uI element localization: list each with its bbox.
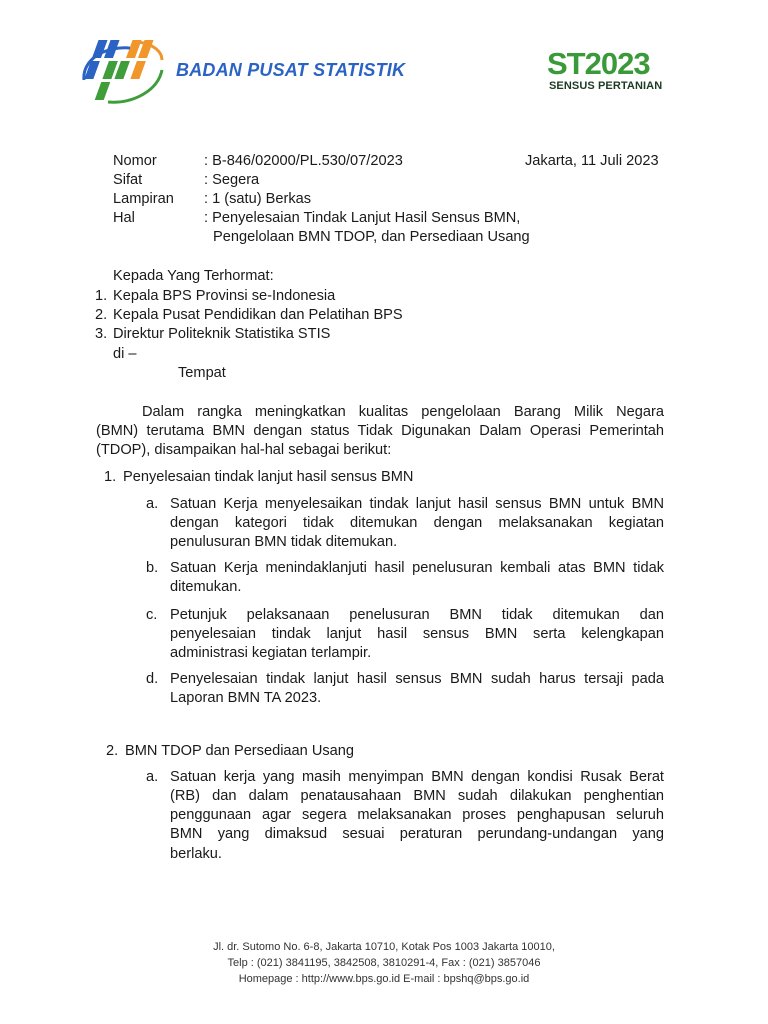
item-line: dengan kategori tidak ditemukan dengan melaksanakan kegiatan	[170, 515, 664, 531]
sifat-value: : Segera	[204, 172, 260, 188]
item-letter: c.	[146, 607, 158, 623]
item-line: penyelesaian tindak lanjut hasil sensus BMN serta kelengkapan	[170, 626, 664, 642]
item-line: Penyelesaian tindak lanjut hasil sensus BMN sudah harus tersaji pada	[170, 671, 664, 687]
section-number: 2.	[106, 743, 119, 759]
organization-name: BADAN PUSAT STATISTIK	[176, 60, 406, 80]
item-letter: d.	[146, 671, 159, 687]
item-line: Petunjuk pelaksanaan penelusuran BMN tidak ditemukan dan	[170, 607, 664, 623]
greeting: Kepada Yang Terhormat:	[113, 268, 274, 284]
st2023-logo-text: ST2023	[547, 46, 650, 80]
st2023-subtitle: SENSUS PERTANIAN	[549, 80, 663, 92]
recipient-item: Kepala Pusat Pendidikan dan Pelatihan BPS	[113, 307, 403, 323]
item-line: Satuan kerja yang masih menyimpan BMN dengan kondisi Rusak Berat	[170, 769, 664, 785]
nomor-label: Nomor	[113, 153, 157, 169]
footer-phone: Telp : (021) 3841195, 3842508, 3810291-4, Fax : (021) 3857046	[227, 957, 541, 969]
item-line: BMN yang dimaksud sesuai peraturan perundang-undangan yang	[170, 826, 664, 842]
bps-logo	[78, 36, 168, 106]
item-letter: a.	[146, 496, 159, 512]
bps-logo-icon	[78, 36, 168, 106]
hal-value-line1: : Penyelesaian Tindak Lanjut Hasil Sensus BMN,	[204, 210, 521, 226]
item-letter: a.	[146, 769, 159, 785]
recipient-di: di –	[113, 346, 137, 362]
intro-line: (TDOP), disampaikan hal-hal sebagai berikut:	[96, 442, 392, 458]
recipient-tempat: Tempat	[178, 365, 226, 381]
item-line: penggunaan agar segera melaksanakan proses penghapusan seluruh	[170, 807, 664, 823]
intro-line: Dalam rangka meningkatkan kualitas pengelolaan Barang Milik Negara	[142, 404, 664, 420]
lampiran-value: : 1 (satu) Berkas	[204, 191, 312, 207]
intro-line: (BMN) terutama BMN dengan status Tidak Digunakan Dalam Operasi Pemerintah	[96, 423, 664, 439]
recipient-item: Kepala BPS Provinsi se-Indonesia	[113, 288, 336, 304]
recipient-item: Direktur Politeknik Statistika STIS	[113, 326, 331, 342]
item-line: penulusuran BMN tidak ditemukan.	[170, 534, 398, 550]
item-line: Laporan BMN TA 2023.	[170, 690, 322, 706]
nomor-value: : B-846/02000/PL.530/07/2023	[204, 153, 403, 169]
sifat-label: Sifat	[113, 172, 143, 188]
recipient-num: 1.	[95, 288, 108, 304]
hal-label: Hal	[113, 210, 135, 226]
item-line: berlaku.	[170, 846, 222, 862]
item-line: Satuan Kerja menindaklanjuti hasil penelusuran kembali atas BMN tidak	[170, 560, 664, 576]
footer-address: Jl. dr. Sutomo No. 6-8, Jakarta 10710, Kotak Pos 1003 Jakarta 10010,	[213, 941, 555, 953]
lampiran-label: Lampiran	[113, 191, 174, 207]
item-letter: b.	[146, 560, 159, 576]
letter-date: Jakarta, 11 Juli 2023	[525, 153, 659, 169]
st2023-logo	[547, 46, 677, 80]
recipient-num: 3.	[95, 326, 108, 342]
section-number: 1.	[104, 469, 117, 485]
hal-value-line2: Pengelolaan BMN TDOP, dan Persediaan Usang	[213, 229, 530, 245]
recipient-num: 2.	[95, 307, 108, 323]
item-line: ditemukan.	[170, 579, 242, 595]
item-line: Satuan Kerja menyelesaikan tindak lanjut hasil sensus BMN untuk BMN	[170, 496, 664, 512]
footer-contact: Homepage : http://www.bps.go.id E-mail : bpshq@bps.go.id	[238, 973, 530, 985]
section-title: BMN TDOP dan Persediaan Usang	[125, 743, 355, 759]
item-line: (RB) dan dalam penatausahaan BMN sudah dilakukan penghentian	[170, 788, 664, 804]
item-line: administrasi kegiatan terlampir.	[170, 645, 372, 661]
section-title: Penyelesaian tindak lanjut hasil sensus BMN	[123, 469, 414, 485]
